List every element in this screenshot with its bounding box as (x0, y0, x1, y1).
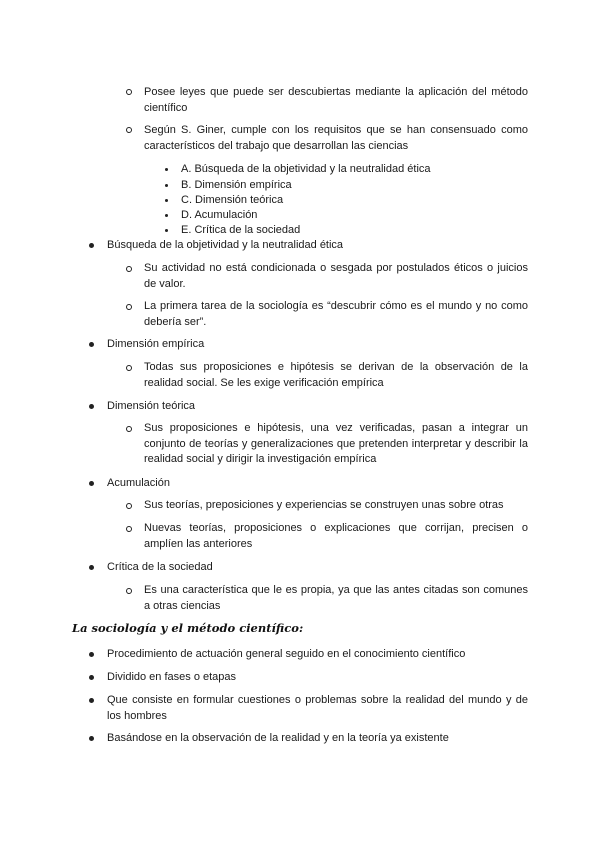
bullet-icon (89, 675, 94, 680)
bullet-icon (89, 404, 94, 409)
acumulacion-sub1: Sus teorías, preposiciones y experiencias se construyen unas sobre otras (144, 499, 504, 511)
requisito-d: D. Acumulación (181, 209, 258, 221)
bullet-icon (89, 698, 94, 703)
circle-bullet-icon (126, 365, 132, 371)
critica-sub1: Es una característica que le es propia, ya que las antes citadas son comunes a otras ciencias (144, 584, 528, 612)
metodo-item-1: Procedimiento de actuación general seguido en el conocimiento científico (107, 648, 466, 660)
bullet-icon (89, 481, 94, 486)
circle-bullet-icon (126, 127, 132, 133)
square-bullet-icon (165, 229, 168, 232)
section-title-empirica: Dimensión empírica (107, 338, 205, 350)
acumulacion-sub2: Nuevas teorías, proposiciones o explicaciones que corrijan, precisen o amplíen las anteriores (144, 522, 528, 550)
teorica-sub1: Sus proposiciones e hipótesis, una vez verificadas, pasan a integrar un conjunto de teorías y generalizaciones que pretenden interpretar y describir la realidad social y dirigir la investigación empírica (144, 422, 528, 465)
section-title-acumulacion: Acumulación (107, 477, 170, 489)
circle-bullet-icon (126, 89, 132, 95)
busqueda-sub2: La primera tarea de la sociología es “descubrir cómo es el mundo y no como debería ser”. (144, 300, 528, 328)
square-bullet-icon (165, 184, 168, 187)
circle-bullet-icon (126, 304, 132, 310)
requisito-e: E. Crítica de la sociedad (181, 224, 301, 236)
circle-bullet-icon (126, 426, 132, 432)
circle-bullet-icon (126, 588, 132, 594)
square-bullet-icon (165, 199, 168, 202)
requisito-a: A. Búsqueda de la objetividad y la neutralidad ética (181, 163, 431, 175)
circle-bullet-icon (126, 266, 132, 272)
requisito-b: B. Dimensión empírica (181, 179, 292, 191)
section-title-busqueda: Búsqueda de la objetividad y la neutralidad ética (107, 239, 344, 251)
bullet-icon (89, 565, 94, 570)
list-item-giner: Según S. Giner, cumple con los requisitos que se han consensuado como característicos del trabajo que desarrollan las ciencias (144, 124, 528, 152)
list-item-leyes: Posee leyes que puede ser descubiertas mediante la aplicación del método científico (144, 86, 528, 114)
busqueda-sub1: Su actividad no está condicionada o sesgada por postulados éticos o juicios de valor. (144, 262, 528, 290)
section-heading-metodo: La sociología y el método científico: (72, 621, 304, 635)
empirica-sub1: Todas sus proposiciones e hipótesis se derivan de la observación de la realidad social. Se les exige verificación empírica (144, 361, 528, 389)
circle-bullet-icon (126, 526, 132, 532)
square-bullet-icon (165, 168, 168, 171)
circle-bullet-icon (126, 503, 132, 509)
metodo-item-3: Que consiste en formular cuestiones o problemas sobre la realidad del mundo y de los hombres (107, 694, 528, 722)
metodo-item-4: Basándose en la observación de la realidad y en la teoría ya existente (107, 732, 449, 744)
bullet-icon (89, 652, 94, 657)
square-bullet-icon (165, 214, 168, 217)
requisito-c: C. Dimensión teórica (181, 194, 284, 206)
bullet-icon (89, 342, 94, 347)
section-title-teorica: Dimensión teórica (107, 400, 196, 412)
bullet-icon (89, 736, 94, 741)
bullet-icon (89, 243, 94, 248)
section-title-critica: Crítica de la sociedad (107, 561, 213, 573)
metodo-item-2: Dividido en fases o etapas (107, 671, 237, 683)
